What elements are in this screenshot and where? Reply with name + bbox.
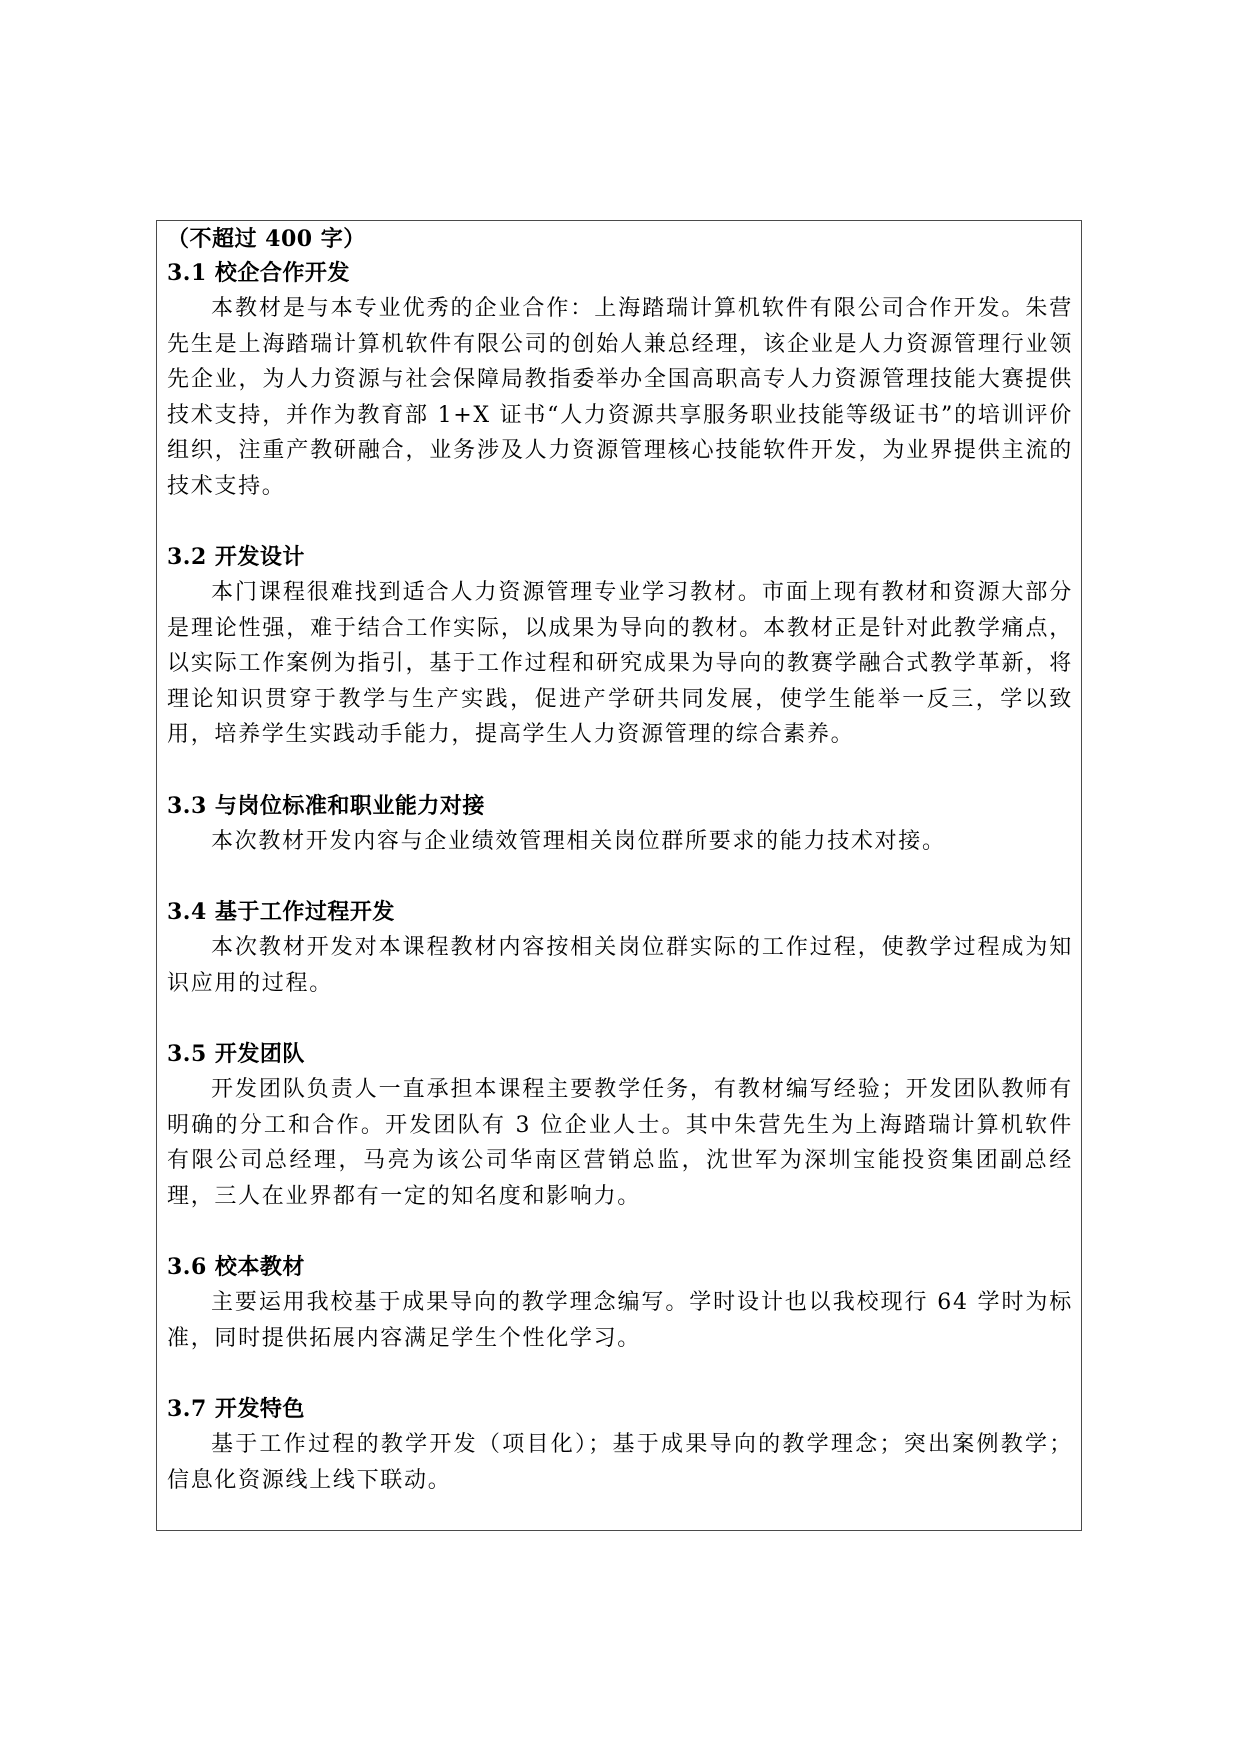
section-title: 3.3 与岗位标准和职业能力对接 xyxy=(167,792,485,819)
section-design xyxy=(167,540,1073,753)
section-title: 3.2 开发设计 xyxy=(167,544,305,570)
section-body: 本门课程很难找到适合人力资源管理专业学习教材。市面上现有教材和资源大部分是理论性强，难于结合工作实际，以成果为导向的教材。本教材正是针对此教学痛点，以实际工作案例为指引，基于工作过程和研究成果为导向的教赛学融合式教学革新，将理论知识贯穿于教学与生产实践，促进产学研共同发展，使学生能举一反三，学以致用，培养学生实践动手能力，提高学生人力资源管理的综合素养。 xyxy=(167,580,1073,747)
form-cell xyxy=(156,220,1082,1531)
section-title: 3.4 基于工作过程开发 xyxy=(167,899,395,925)
section-title: 3.7 开发特色 xyxy=(167,1396,305,1422)
section-title: 3.5 开发团队 xyxy=(167,1041,305,1067)
word-limit-note: （不超过 400 字） xyxy=(167,226,366,252)
section-body: 本次教材开发内容与企业绩效管理相关岗位群所要求的能力技术对接。 xyxy=(211,828,946,854)
section-team xyxy=(167,1037,1073,1214)
section-work-process xyxy=(167,895,1073,1001)
section-body: 开发团队负责人一直承担本课程主要教学任务，有教材编写经验；开发团队教师有明确的分工和合作。开发团队有 3 位企业人士。其中朱营先生为上海踏瑞计算机软件有限公司总经理，马亮为该公司华南区营销总监，沈世军为深圳宝能投资集团副总经理，三人在业界都有一定的知名度和影响力。 xyxy=(167,1077,1073,1209)
section-body: 基于工作过程的教学开发（项目化）；基于成果导向的教学理念；突出案例教学；信息化资源线上线下联动。 xyxy=(167,1432,1073,1493)
form-content xyxy=(167,223,1073,1498)
section-title: 3.6 校本教材 xyxy=(167,1254,305,1280)
section-title: 3.1 校企合作开发 xyxy=(167,260,350,286)
section-body: 本教材是与本专业优秀的企业合作：上海踏瑞计算机软件有限公司合作开发。朱营先生是上海踏瑞计算机软件有限公司的创始人兼总经理，该企业是人力资源管理行业领先企业，为人力资源与社会保障局教指委举办全国高职高专人力资源管理技能大赛提供技术支持，并作为教育部 1+X 证书“人力资源共享服务职业技能等级证书”的培训评价组织，注重产教研融合，业务涉及人力资源管理核心技能软件开发，为业界提供主流的技术支持。 xyxy=(167,296,1073,499)
section-body: 主要运用我校基于成果导向的教学理念编写。学时设计也以我校现行 64 学时为标准，同时提供拓展内容满足学生个性化学习。 xyxy=(167,1290,1073,1351)
section-school-textbook xyxy=(167,1250,1073,1356)
section-body: 本次教材开发对本课程教材内容按相关岗位群实际的工作过程，使教学过程成为知识应用的过程。 xyxy=(167,935,1073,996)
section-school-enterprise xyxy=(167,256,1073,504)
section-features xyxy=(167,1392,1073,1498)
section-job-standards xyxy=(167,789,1073,860)
